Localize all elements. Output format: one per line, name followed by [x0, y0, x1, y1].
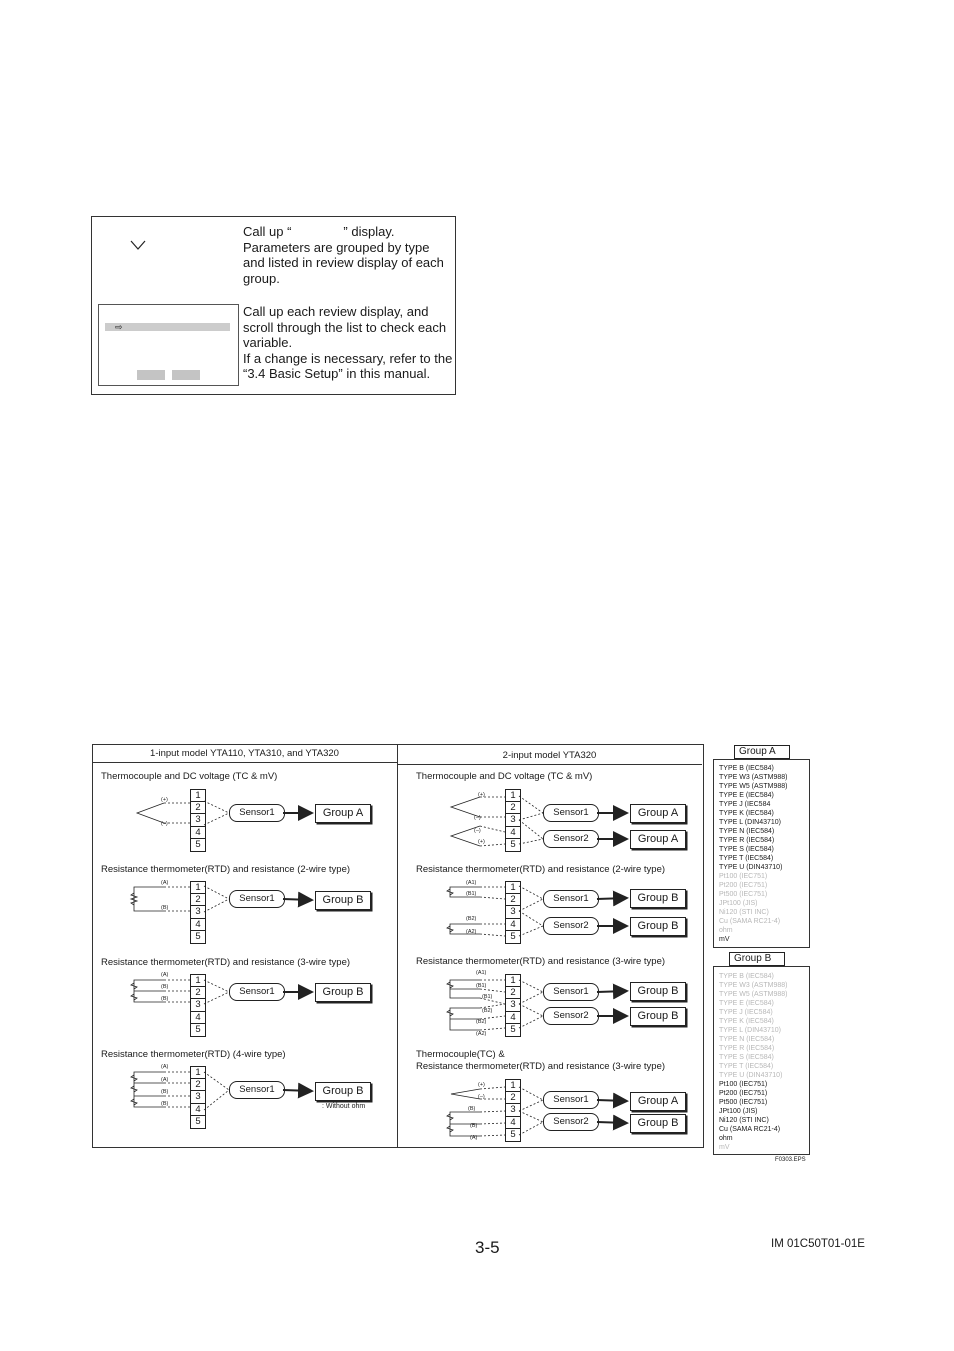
- sensor-type-item: ohm: [719, 1135, 733, 1142]
- wire-tag: (B): [161, 984, 169, 990]
- sensor-type-item: TYPE S (IEC584): [719, 1054, 774, 1061]
- wire-tag: (+): [478, 839, 485, 845]
- wire-tag: (B): [161, 1101, 169, 1107]
- wire-tag: (A2): [476, 1031, 487, 1037]
- lcd-review-display: [98, 304, 239, 386]
- sensor-type-item: Cu (SAMA RC21-4): [719, 918, 781, 925]
- terminal-block: 1 2 3 4 5: [190, 789, 206, 852]
- wire-tag: (A1): [476, 970, 487, 976]
- wire-tag: (B): [161, 996, 169, 1002]
- group-b-list: [714, 969, 792, 1155]
- left-section-rtd3: Resistance thermometer(RTD) and resistance (3-wire type): [101, 957, 351, 968]
- sensor-type-item: Pt200 (IEC751): [719, 1090, 768, 1097]
- sensor-type-item: TYPE T (IEC584): [719, 1063, 774, 1070]
- step2-text: Call up each review display, and scroll through the list to check each variable. If a change is necessary, refer to the “3.4 Basic Setup” in this manual.: [243, 304, 453, 381]
- wire-tag: (B): [470, 1123, 478, 1129]
- sensor-type-item: TYPE R (IEC584): [719, 1045, 775, 1052]
- sensor1-node: Sensor1: [229, 890, 285, 908]
- wire-tag: (–): [478, 1094, 485, 1100]
- sensor2-node: Sensor2: [543, 830, 599, 848]
- right-section-tc-rtd-line1: Thermocouple(TC) &: [416, 1049, 505, 1060]
- terminal-block: 1 2 3 4 5: [505, 789, 521, 852]
- sensor-type-item: TYPE W5 (ASTM988): [719, 783, 788, 790]
- sensor-type-item: TYPE E (IEC584): [719, 1000, 774, 1007]
- group-a-list: [714, 761, 792, 947]
- wire-tag: (B): [161, 1089, 169, 1095]
- group-b-box: Group B: [315, 891, 371, 910]
- sensor-type-item: Cu (SAMA RC21-4): [719, 1126, 781, 1133]
- group-a-box: Group A: [630, 830, 686, 849]
- sensor-type-item: TYPE U (DIN43710): [719, 864, 783, 871]
- sensor-type-item: TYPE R (IEC584): [719, 837, 775, 844]
- group-b-title: Group B: [729, 952, 785, 966]
- sensor-type-item: TYPE U (DIN43710): [719, 1072, 783, 1079]
- sensor1-node: Sensor1: [543, 890, 599, 908]
- sensor-type-item: TYPE E (IEC584): [719, 792, 774, 799]
- sensor1-node: Sensor1: [543, 983, 599, 1001]
- wire-tag: (+): [478, 792, 485, 798]
- wire-tag: (B2): [482, 1008, 493, 1014]
- sensor-type-item: TYPE W5 (ASTM988): [719, 991, 788, 998]
- sensor-type-item: Pt500 (IEC751): [719, 891, 768, 898]
- wire-tag: (A): [161, 972, 169, 978]
- group-b-box: Group B: [630, 982, 686, 1001]
- figure-header-divider-left: [92, 762, 397, 763]
- step1-text: Call up “ ” display. Parameters are grouped by type and listed in review display of each group.: [243, 224, 444, 286]
- wire-tag: (B1): [466, 891, 477, 897]
- sensor-type-item: TYPE J (IEC584): [719, 1009, 773, 1016]
- terminal-block: 1 2 3 4 5: [505, 881, 521, 944]
- group-a-box: Group A: [630, 1092, 686, 1111]
- sensor-type-item: TYPE W3 (ASTM988): [719, 982, 788, 989]
- sensor1-node: Sensor1: [229, 1081, 285, 1099]
- left-section-rtd4: Resistance thermometer(RTD) (4-wire type): [101, 1049, 286, 1060]
- sensor-type-item: JPt100 (JIS): [719, 1108, 758, 1115]
- wire-tag: (B): [468, 1106, 476, 1112]
- group-b-box: Group B: [315, 983, 371, 1002]
- right-section-rtd3: Resistance thermometer(RTD) and resistance (3-wire type): [416, 956, 666, 967]
- sensor-type-item: TYPE T (IEC584): [719, 855, 774, 862]
- sensor-type-item: TYPE J (IEC584: [719, 801, 771, 808]
- wire-tag: (–): [474, 828, 481, 834]
- wire-tag: (B2): [466, 916, 477, 922]
- wire-tag: (+): [161, 797, 168, 803]
- terminal-block: 1 2 3 4 5: [190, 1066, 206, 1129]
- sensor-type-item: TYPE N (IEC584): [719, 828, 775, 835]
- wire-tag: (–): [474, 815, 481, 821]
- sensor-type-item: TYPE K (IEC584): [719, 810, 774, 817]
- terminal-block: 1 2 3 4 5: [190, 881, 206, 944]
- wire-tag: (B): [161, 905, 169, 911]
- group-b-box: Group B: [630, 889, 686, 908]
- group-b-box: Group B: [315, 1082, 371, 1101]
- wire-tag: (A): [470, 1135, 478, 1141]
- figure-file-label: F0303.EPS: [775, 1157, 806, 1163]
- sensor-type-item: TYPE S (IEC584): [719, 846, 774, 853]
- sensor-type-item: TYPE B (IEC584): [719, 973, 774, 980]
- sensor-type-item: Pt200 (IEC751): [719, 882, 768, 889]
- terminal-block: 1 2 3 4 5: [505, 974, 521, 1037]
- without-ohm-note: : Without ohm: [322, 1103, 366, 1110]
- sensor-type-item: Pt500 (IEC751): [719, 1099, 768, 1106]
- wire-tag: (–): [161, 821, 168, 827]
- left-column-header: 1-input model YTA110, YTA310, and YTA320: [150, 748, 339, 759]
- wire-tag: (B1): [476, 983, 487, 989]
- sensor1-node: Sensor1: [229, 804, 285, 822]
- sensor2-node: Sensor2: [543, 1113, 599, 1131]
- wire-tag: (A2): [466, 929, 477, 935]
- terminal-block: 1 2 3 4 5: [505, 1079, 521, 1142]
- sensor-type-item: mV: [719, 1144, 730, 1151]
- chevron-down-icon: [129, 238, 147, 256]
- sensor-type-item: TYPE N (IEC584): [719, 1036, 775, 1043]
- group-b-box: Group B: [630, 1114, 686, 1133]
- wire-tag: (A): [161, 1077, 169, 1083]
- group-b-box: Group B: [630, 917, 686, 936]
- sensor-type-item: Ni120 (STI INC): [719, 1117, 769, 1124]
- wire-tag: (+): [478, 1082, 485, 1088]
- group-b-box: Group B: [630, 1007, 686, 1026]
- sensor-type-item: TYPE K (IEC584): [719, 1018, 774, 1025]
- wire-tag: (B2): [476, 1019, 487, 1025]
- sensor-type-item: TYPE L (DIN43710): [719, 819, 781, 826]
- document-id: IM 01C50T01-01E: [771, 1238, 865, 1250]
- sensor-type-item: TYPE W3 (ASTM988): [719, 774, 788, 781]
- figure-header-divider-right: [397, 764, 702, 765]
- lcd-softkey-1: [137, 370, 165, 380]
- sensor2-node: Sensor2: [543, 917, 599, 935]
- wire-tag: (A): [161, 880, 169, 886]
- right-section-rtd2: Resistance thermometer(RTD) and resistance (2-wire type): [416, 864, 666, 875]
- left-section-rtd2: Resistance thermometer(RTD) and resistance (2-wire type): [101, 864, 351, 875]
- sensor1-node: Sensor1: [543, 804, 599, 822]
- sensor1-node: Sensor1: [229, 983, 285, 1001]
- right-section-tc: Thermocouple and DC voltage (TC & mV): [416, 771, 593, 782]
- sensor-type-item: ohm: [719, 927, 733, 934]
- wiring-figure-frame: [92, 744, 704, 1148]
- figure-divider-vertical: [397, 744, 398, 1147]
- group-a-box: Group A: [630, 804, 686, 823]
- right-column-header: 2-input model YTA320: [502, 750, 597, 761]
- lcd-highlight-row: [105, 323, 230, 331]
- sensor-type-item: mV: [719, 936, 730, 943]
- arrow-right-icon: ⇨: [115, 322, 123, 332]
- sensor-type-item: TYPE B (IEC584): [719, 765, 774, 772]
- group-a-title: Group A: [734, 745, 790, 759]
- lcd-softkey-2: [172, 370, 200, 380]
- page-number: 3-5: [475, 1238, 500, 1257]
- wire-tag: (A): [161, 1064, 169, 1070]
- left-section-tc: Thermocouple and DC voltage (TC & mV): [101, 771, 278, 782]
- terminal-block: 1 2 3 4 5: [190, 974, 206, 1037]
- sensor-type-item: JPt100 (JIS): [719, 900, 758, 907]
- sensor-type-item: Pt100 (IEC751): [719, 873, 768, 880]
- sensor-type-item: Pt100 (IEC751): [719, 1081, 768, 1088]
- group-a-box: Group A: [315, 804, 371, 823]
- wire-tag: (A1): [466, 880, 477, 886]
- sensor-type-item: TYPE L (DIN43710): [719, 1027, 781, 1034]
- right-section-tc-rtd-line2: Resistance thermometer(RTD) and resistance (3-wire type): [416, 1061, 666, 1072]
- wire-tag: (B1): [482, 994, 493, 1000]
- sensor1-node: Sensor1: [543, 1091, 599, 1109]
- sensor2-node: Sensor2: [543, 1007, 599, 1025]
- sensor-type-item: Ni120 (STI INC): [719, 909, 769, 916]
